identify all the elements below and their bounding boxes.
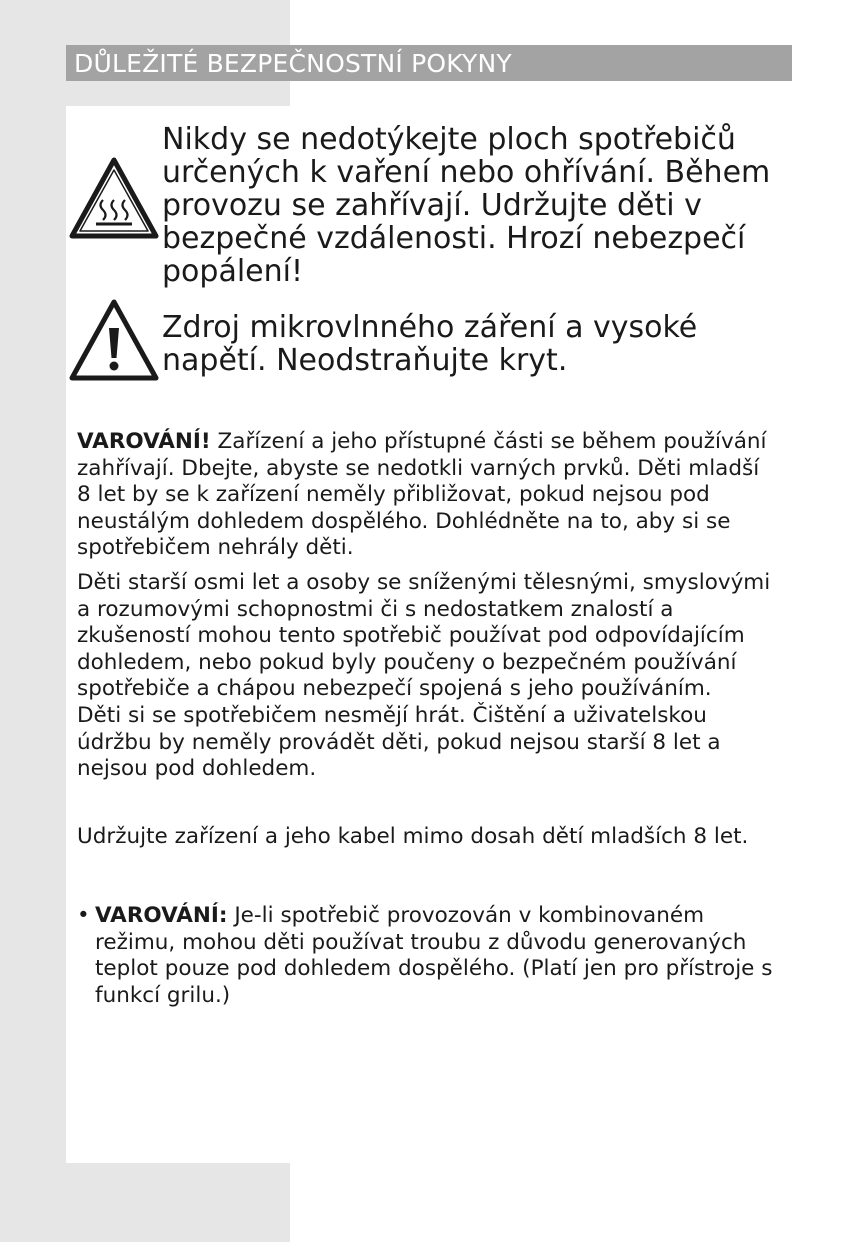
- exclamation-warning-icon: [69, 298, 159, 382]
- section-header: [66, 45, 792, 81]
- grill-warning-label: VAROVÁNÍ:: [95, 903, 228, 928]
- section-title: DŮLEŽITÉ BEZPEČNOSTNÍ POKYNY: [74, 49, 512, 78]
- grill-warning-text-block: [95, 903, 785, 1009]
- warning-paragraph-1-text: Zařízení a jeho přístupné části se během používání zahřívají. Dbejte, abyste se nedotkli varných prvků. Děti mladší 8 let by se k zařízení neměly přibližovat, pokud nejsou pod neustálým dohledem dospělého. Dohlédněte na to, aby si se spotřebičem nehrály děti.: [77, 429, 767, 561]
- hot-surface-warning-icon: [69, 156, 159, 240]
- bullet-marker: •: [77, 903, 90, 928]
- grill-warning-text: Je-li spotřebič provozován v kombinovaném režimu, mohou děti používat troubu z důvodu generovaných teplot pouze pod dohledem dospělého. (Platí jen pro přístroje s funkcí grilu.): [95, 903, 773, 1008]
- cable-paragraph: Udržujte zařízení a jeho kabel mimo dosah dětí mladších 8 let.: [77, 824, 749, 849]
- children-paragraph-a: Děti starší osmi let a osoby se sníženými tělesnými, smyslovými a rozumovými schopnostmi či s nedostatkem znalostí a zkušeností mohou tento spotřebič používat pod odpovídajícím dohledem, nebo pokud byly poučeny o bezpečném používání spotřebiče a chápou nebezpečí spojená s jeho používáním.: [77, 570, 771, 702]
- children-paragraph-b: Děti si se spotřebičem nesmějí hrát. Čištění a uživatelskou údržbu by neměly provádět děti, pokud nejsou starší 8 let a nejsou pod dohledem.: [77, 702, 721, 782]
- warning-paragraph-1: [77, 429, 777, 562]
- content-area: [66, 106, 792, 1163]
- children-paragraph: [77, 570, 777, 783]
- microwave-warning-text: Zdroj mikrovlnného záření a vysoké napětí. Neodstraňujte kryt.: [162, 310, 698, 378]
- hot-surface-warning-text: Nikdy se nedotýkejte ploch spotřebičů určených k vaření nebo ohřívání. Během provozu se zahřívají. Udržujte děti v bezpečné vzdálenosti. Hrozí nebezpečí popálení!: [162, 122, 771, 289]
- warning-label: VAROVÁNÍ!: [77, 429, 211, 454]
